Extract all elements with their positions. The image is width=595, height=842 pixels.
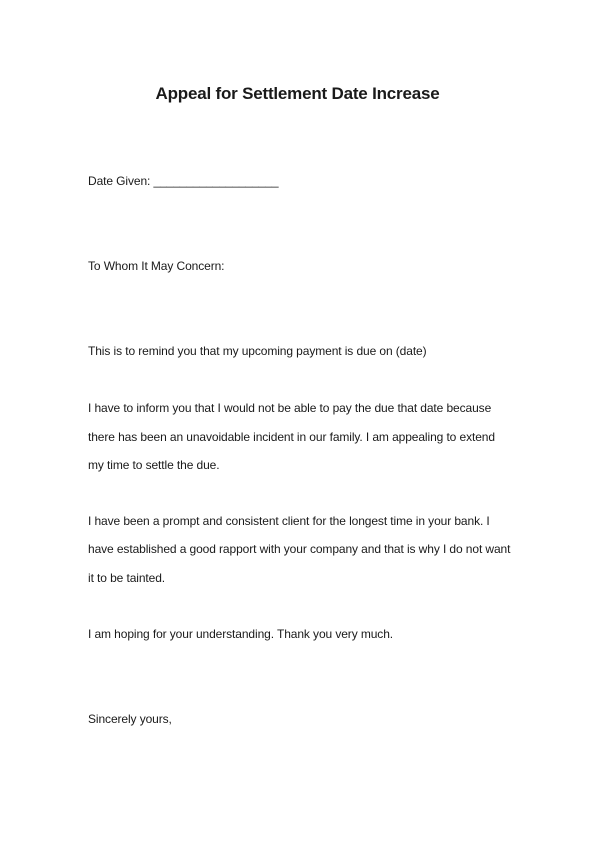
paragraph-4-line-1: I am hoping for your understanding. Thank you very much.: [88, 627, 394, 641]
paragraph-2-line-3: my time to settle the due.: [88, 458, 220, 472]
paragraph-3-line-2: have established a good rapport with your company and that is why I do not want: [88, 542, 511, 556]
paragraph-2-line-1: I have to inform you that I would not be able to pay the due that date because: [88, 401, 492, 415]
paragraph-3-line-1: I have been a prompt and consistent client for the longest time in your bank. I: [88, 514, 490, 528]
closing: Sincerely yours,: [88, 712, 172, 726]
paragraph-1-line-1: This is to remind you that my upcoming payment is due on (date): [88, 344, 427, 358]
salutation: To Whom It May Concern:: [88, 259, 225, 273]
paragraph-2-line-2: there has been an unavoidable incident in our family. I am appealing to extend: [88, 430, 495, 444]
date-given-line: Date Given: ___________________: [88, 174, 279, 188]
paragraph-3-line-3: it to be tainted.: [88, 571, 166, 585]
document-title: Appeal for Settlement Date Increase: [155, 84, 440, 103]
